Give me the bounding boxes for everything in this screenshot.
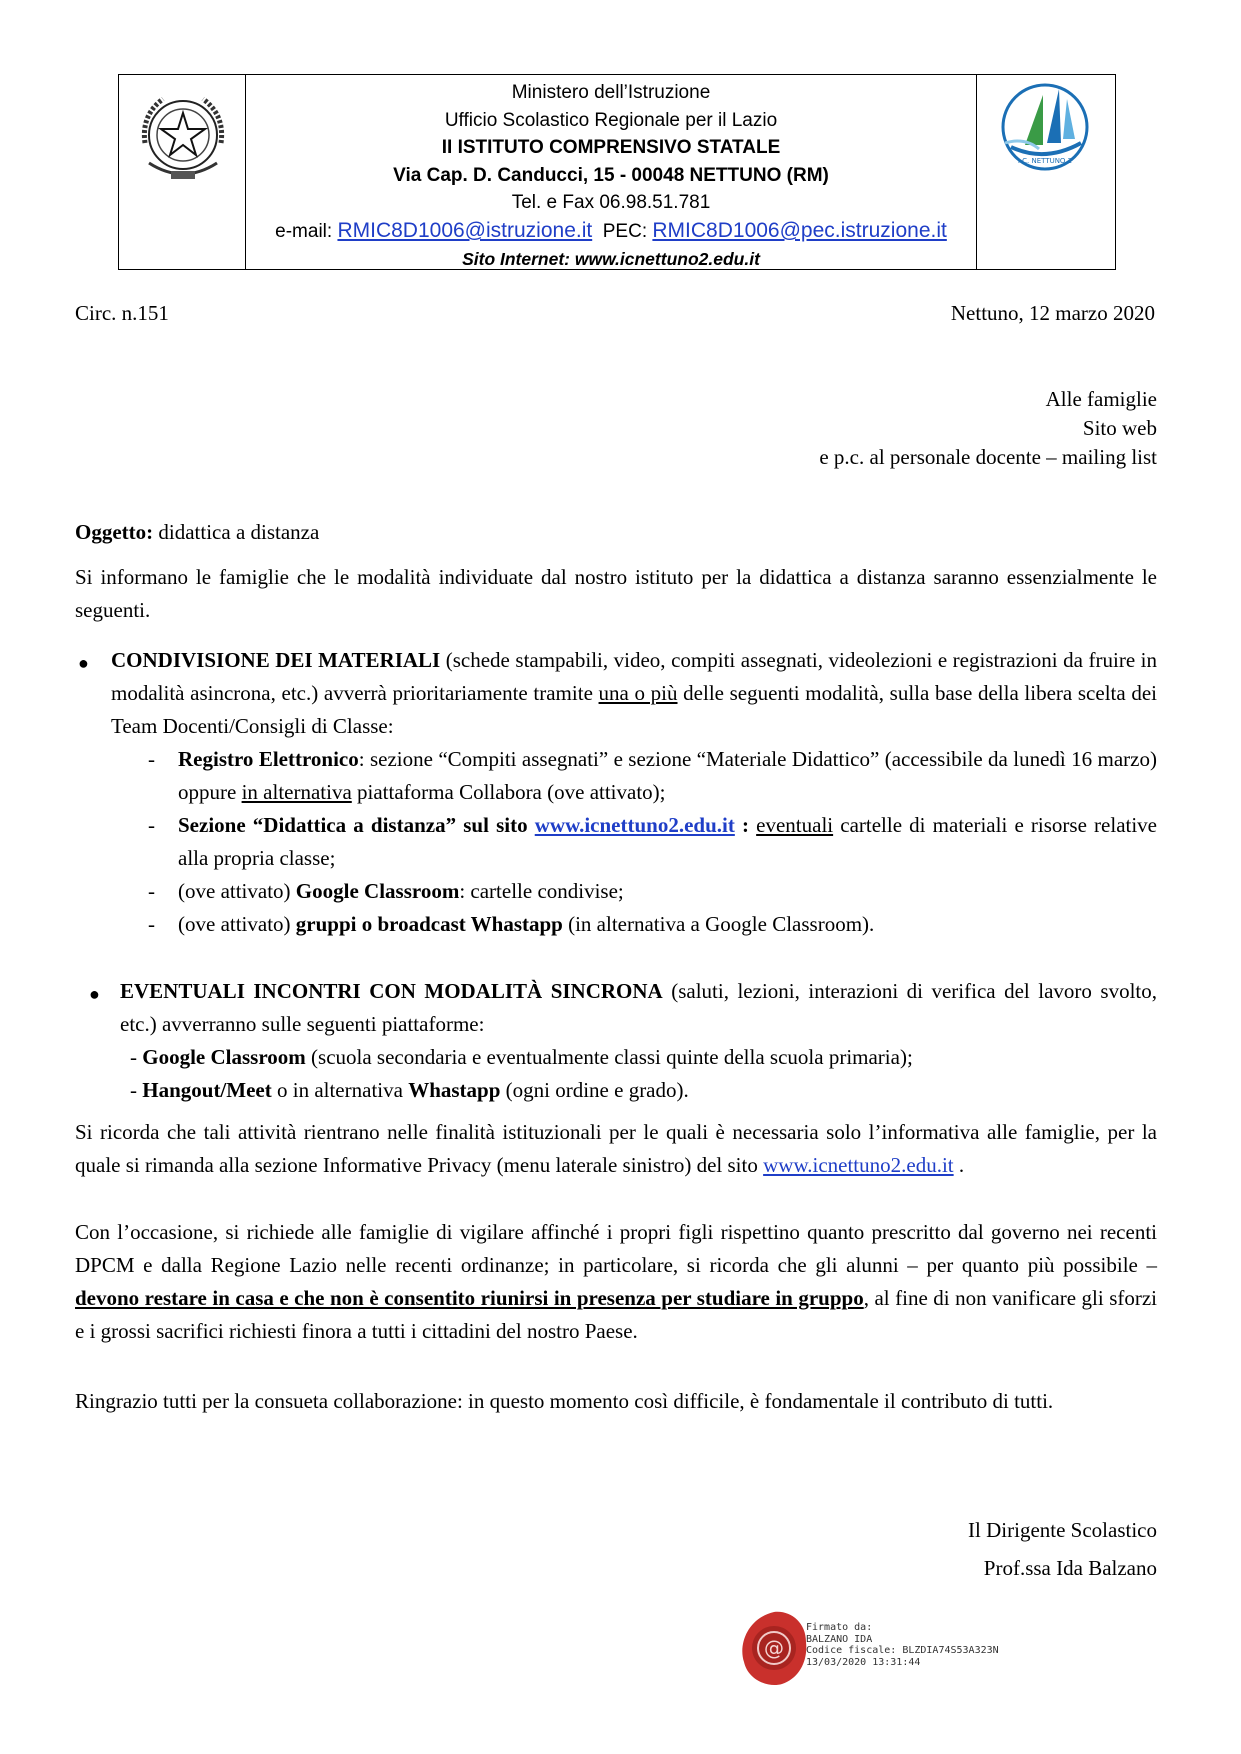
signed-by-label: Firmato da: xyxy=(806,1622,873,1633)
digital-signature-details xyxy=(806,1622,999,1668)
fiscal-code: Codice fiscale: BLZDIA74S53A323N xyxy=(806,1645,999,1657)
recipient-website: Sito web xyxy=(1082,416,1157,440)
dash-marker: - xyxy=(148,747,155,771)
occasion-emphasis: devono restare in casa e che non è consentito riunirsi in presenza per studiare in gruppo xyxy=(75,1286,864,1310)
item-registro-title: Registro Elettronico xyxy=(178,747,359,771)
wax-seal-icon xyxy=(738,1608,810,1688)
section-sharing-text: (schede stampabili, video, compiti assegnati, videolezioni e registrazioni da fruire in modalità asincrona, etc.) avverrà prioritariamente tramite xyxy=(111,648,1157,705)
svg-text:@: @ xyxy=(764,1636,784,1660)
list-item-registro xyxy=(178,743,1157,809)
section-sharing-text-end: delle seguenti modalità, sulla base della libera scelta dei Team Docenti/Consigli di Classe: xyxy=(111,681,1157,738)
subject-text: didattica a distanza xyxy=(153,520,320,544)
dash-marker: - xyxy=(148,912,155,936)
dash-marker: - xyxy=(130,1045,143,1069)
signatory-name: Prof.ssa Ida Balzano xyxy=(983,1556,1157,1580)
ministry-name: Ministero dell’Istruzione xyxy=(511,82,711,103)
privacy-paragraph xyxy=(75,1116,1157,1182)
dash-marker: - xyxy=(148,813,155,837)
letterhead xyxy=(118,74,1116,270)
logo-text: I.C. NETTUNO 2 xyxy=(1017,157,1073,165)
email-link[interactable]: RMIC8D1006@istruzione.it xyxy=(337,218,593,242)
subject-label: Oggetto: xyxy=(75,520,154,544)
digital-signature xyxy=(738,1604,1038,1690)
item-sezione-text-end: cartelle di materiali e risorse relative alla propria classe; xyxy=(178,813,1158,870)
section-sharing-materials xyxy=(111,644,1157,743)
item-sync-whatsapp-title: Whastapp xyxy=(408,1078,501,1102)
item-sezione-colon: : xyxy=(734,813,749,837)
item-registro-text: : sezione “Compiti assegnati” e sezione “Materiale Didattico” (accessibile da lunedì 16 marzo) oppure xyxy=(178,747,1157,804)
occasion-text-end: , al fine di non vanificare gli sforzi e i grossi sacrifici richiesti finora a tutti i cittadini del nostro Paese. xyxy=(75,1286,1158,1343)
item-whatsapp-prefix: (ove attivato) xyxy=(178,912,296,936)
item-sezione-title: Sezione “Didattica a distanza” sul sito xyxy=(178,813,535,837)
recipient-families: Alle famiglie xyxy=(1045,387,1157,411)
list-item-sync-hangout xyxy=(130,1074,689,1107)
privacy-text: Si ricorda che tali attività rientrano nelle finalità istituzionali per le quali è necessaria solo l’informativa alle famiglie, per la quale si rimanda alla sezione Informative Privacy (menu laterale sinistro) del sito xyxy=(75,1120,1157,1177)
item-sync-hangout-text-end: (ogni ordine e grado). xyxy=(500,1078,689,1102)
phone-fax: Tel. e Fax 06.98.51.781 xyxy=(511,192,711,214)
item-sezione-underlined: eventuali xyxy=(756,813,834,837)
letter-date: Nettuno, 12 marzo 2020 xyxy=(950,301,1155,325)
section-sharing-underlined: una o più xyxy=(598,681,678,705)
signer-name: BALZANO IDA xyxy=(806,1633,873,1645)
emblem-cell xyxy=(119,75,246,269)
item-sync-hangout-text: o in alternativa xyxy=(271,1078,409,1102)
school-address: Via Cap. D. Canducci, 15 - 00048 NETTUNO (RM) xyxy=(393,164,829,186)
item-sync-classroom-title: Google Classroom xyxy=(142,1045,306,1069)
item-sync-hangout-title: Hangout/Meet xyxy=(142,1078,272,1102)
intro-paragraph: Si informano le famiglie che le modalità individuate dal nostro istituto per la didattica a distanza saranno essenzialmente le seguenti. xyxy=(75,565,1157,622)
regional-office: Ufficio Scolastico Regionale per il Lazio xyxy=(444,109,778,131)
signature-block xyxy=(700,1511,1157,1587)
section-sync-title: EVENTUALI INCONTRI CON MODALITÀ SINCRONA xyxy=(120,979,663,1003)
list-item-sezione-didattica xyxy=(178,809,1157,875)
recipients xyxy=(600,385,1157,472)
item-whatsapp-title: gruppi o broadcast Whastapp xyxy=(295,912,563,936)
bullet-icon: ● xyxy=(89,984,100,1004)
signature-timestamp: 13/03/2020 13:31:44 xyxy=(806,1656,921,1668)
list-item-classroom xyxy=(178,875,1157,908)
circular-number: Circ. n.151 xyxy=(75,301,169,325)
item-whatsapp-text: (in alternativa a Google Classroom). xyxy=(562,912,875,936)
recipient-staff: e p.c. al personale docente – mailing list xyxy=(819,445,1157,469)
section-synchronous-meetings xyxy=(120,975,1157,1041)
website-line: Sito Internet: www.icnettuno2.edu.it xyxy=(462,248,760,269)
letterhead-text xyxy=(246,75,976,273)
item-classroom-title: Google Classroom xyxy=(295,879,460,903)
school-logo-icon xyxy=(995,77,1095,177)
occasion-paragraph xyxy=(75,1216,1157,1348)
school-name: II ISTITUTO COMPRENSIVO STATALE xyxy=(441,137,781,159)
email-line xyxy=(246,217,976,246)
subject-line xyxy=(75,516,319,549)
pec-link[interactable]: RMIC8D1006@pec.istruzione.it xyxy=(652,218,947,242)
thanks-paragraph: Ringrazio tutti per la consueta collaborazione: in questo momento così difficile, è fondamentale il contributo di tutti. xyxy=(75,1389,1054,1413)
list-item-whatsapp xyxy=(178,908,1157,941)
school-website-link[interactable]: www.icnettuno2.edu.it xyxy=(534,813,735,837)
occasion-text: Con l’occasione, si richiede alle famiglie di vigilare affinché i propri figli rispettino quanto prescritto dal governo nei recenti DPCM e dalla Regione Lazio nelle recenti ordinanze; in particolare, si ricorda che gli alunni – per quanto più possibile – xyxy=(75,1220,1157,1277)
list-item-sync-classroom xyxy=(130,1041,913,1074)
privacy-text-end: . xyxy=(953,1153,965,1177)
item-classroom-prefix: (ove attivato) xyxy=(178,879,296,903)
pec-label: PEC: xyxy=(592,220,653,242)
italian-republic-emblem-icon xyxy=(133,85,233,189)
dash-marker: - xyxy=(148,879,155,903)
privacy-website-link[interactable]: www.icnettuno2.edu.it xyxy=(763,1153,954,1177)
bullet-icon: ● xyxy=(78,653,89,673)
item-registro-underlined: in alternativa xyxy=(241,780,352,804)
dash-marker: - xyxy=(130,1078,143,1102)
item-classroom-text: : cartelle condivise; xyxy=(459,879,624,903)
item-sync-classroom-text: (scuola secondaria e eventualmente classi quinte della scuola primaria); xyxy=(305,1045,913,1069)
school-logo-cell xyxy=(976,75,1115,269)
email-label: e-mail: xyxy=(275,220,338,242)
section-sync-text: (saluti, lezioni, interazioni di verifica del lavoro svolto, etc.) avverranno sulle seguenti piattaforme: xyxy=(120,979,1157,1036)
section-sharing-title: CONDIVISIONE DEI MATERIALI xyxy=(111,648,441,672)
signatory-role: Il Dirigente Scolastico xyxy=(968,1518,1157,1542)
item-registro-text-end: piattaforma Collabora (ove attivato); xyxy=(351,780,666,804)
